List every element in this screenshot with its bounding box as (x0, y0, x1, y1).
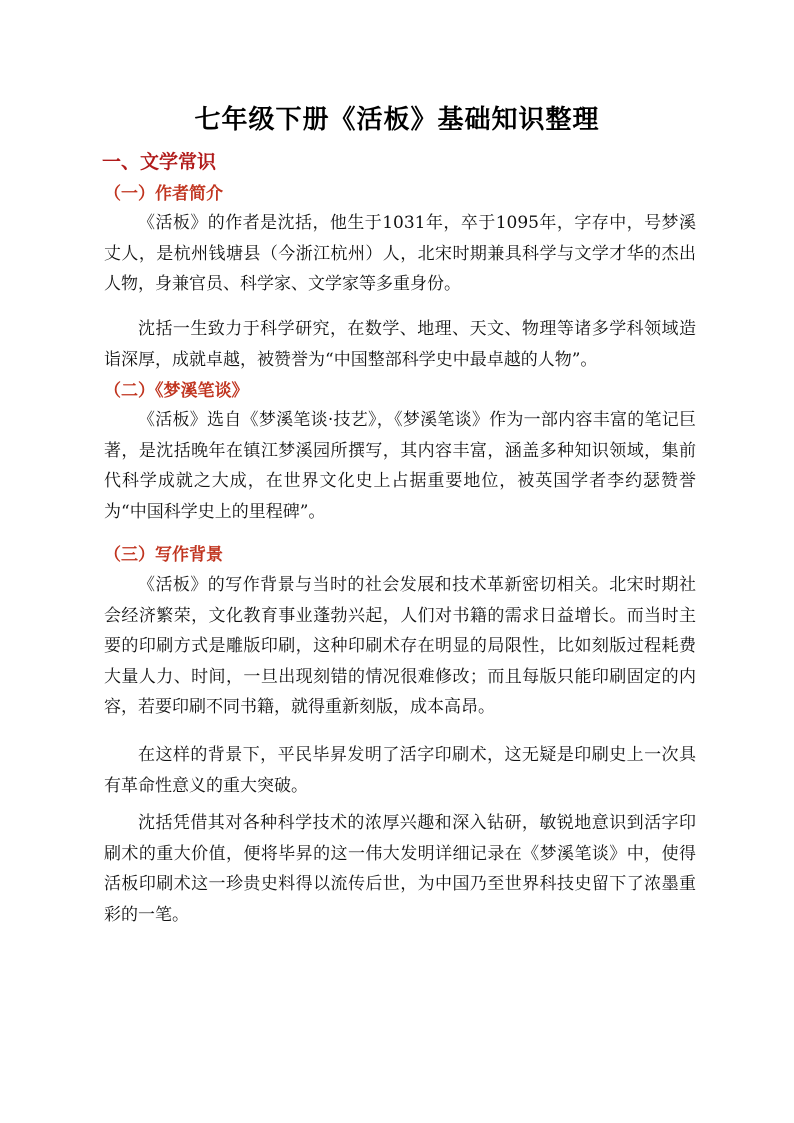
section-heading-literary-knowledge: 一、文学常识 (102, 151, 217, 173)
paragraph-author-bio: 《活板》的作者是沈括，他生于1031年，卒于1095年，字存中，号梦溪丈人，是杭州钱塘县（今浙江杭州）人，北宋时期兼具科学与文学才华的杰出人物，身兼官员、科学家、文学家等多重身份。 (104, 213, 696, 294)
paragraph-shenkuo-record: 沈括凭借其对各种科学技术的浓厚兴趣和深入钻研，敏锐地意识到活字印刷术的重大价值，便将毕昇的这一伟大发明详细记录在《梦溪笔谈》中，使得活板印刷术这一珍贵史料得以流传后世，为中国乃至世界科技史留下了浓墨重彩的一笔。 (104, 813, 696, 925)
paragraph-background-printing: 《活板》的写作背景与当时的社会发展和技术革新密切相关。北宋时期社会经济繁荣，文化教育事业蓬勃兴起，人们对书籍的需求日益增长。而当时主要的印刷方式是雕版印刷，这种印刷术存在明显的局限性，比如刻版过程耗费大量人力、时间，一旦出现刻错的情况很难修改；而且每版只能印刷固定的内容，若要印刷不同书籍，就得重新刻版，成本高昂。 (104, 575, 696, 717)
subsection-heading-mengxi-bitan: （二）《梦溪笔谈》 (104, 381, 249, 401)
subsection-heading-writing-background: （三）写作背景 (104, 545, 223, 565)
paragraph-bisheng-invention: 在这样的背景下，平民毕昇发明了活字印刷术，这无疑是印刷史上一次具有革命性意义的重大突破。 (104, 745, 696, 796)
paragraph-author-achievements: 沈括一生致力于科学研究，在数学、地理、天文、物理等诸多学科领域造诣深厚，成就卓越，被赞誉为“中国整部科学史中最卓越的人物”。 (104, 319, 696, 370)
subsection-heading-author-intro: （一）作者简介 (104, 184, 223, 204)
paragraph-mengxi-bitan: 《活板》选自《梦溪笔谈·技艺》，《梦溪笔谈》作为一部内容丰富的笔记巨著，是沈括晚年在镇江梦溪园所撰写，其内容丰富，涵盖多种知识领域，集前代科学成就之大成，在世界文化史上占据重要地位，被英国学者李约瑟赞誉为“中国科学史上的里程碑”。 (104, 410, 696, 522)
document-title: 七年级下册《活板》基础知识整理 (194, 105, 600, 135)
